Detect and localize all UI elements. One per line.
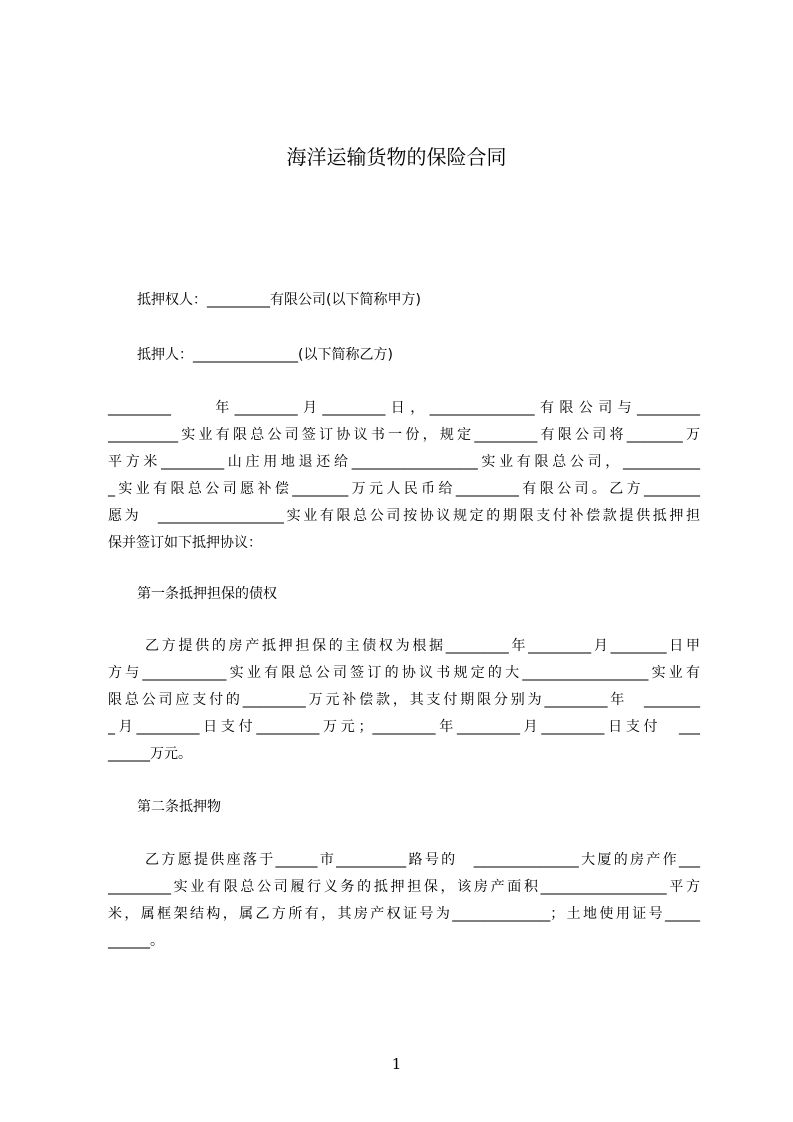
page-number: 1 (391, 1055, 402, 1073)
party-b-line: 抵押人：_______________(以下简称乙方) (137, 347, 393, 363)
article1-line: 方与____________实业有限总公司签订的协议书规定的大__________________实业有 (108, 665, 700, 681)
document-title: 海洋运输货物的保险合同 (286, 145, 507, 169)
intro-line: 愿为 __________________实业有限总公司按协议规定的期限支付补偿款提供抵押担 (108, 508, 700, 524)
article1-line: 乙方提供的房产抵押担保的主债权为根据_________年_________月________日甲 (145, 638, 700, 654)
article2-line: ______。 (108, 933, 164, 949)
article1-line: 限总公司应支付的_________万元补偿款，其支付期限分别为_________年 ________ (108, 692, 700, 708)
intro-line: __________实业有限总公司签订协议书一份，规定_________有限公司将________万 (108, 427, 700, 443)
article2-line: 乙方愿提供座落于______市__________路号的 _______________大厦的房产作___ (145, 852, 700, 868)
intro-line: _实业有限总公司愿补偿________万元人民币给_________有限公司。乙方________ (108, 481, 700, 497)
intro-line: 平方米_________山庄用地退还给__________________实业有限总公司，___________ (108, 454, 700, 470)
article1-heading: 第一条抵押担保的债权 (137, 586, 277, 602)
article1-line: ______万元。 (108, 746, 192, 762)
intro-line: _________ 年_________月_________日，_______________有限公司与_________ (108, 400, 700, 416)
article1-line: _月_________日支付_________万元；_________年_________月_________日支付 ___ (108, 719, 700, 735)
article2-line: _________实业有限总公司履行义务的抵押担保，该房产面积__________________平方 (108, 879, 700, 895)
article2-heading: 第二条抵押物 (137, 799, 221, 815)
intro-line: 保并签订如下抵押协议： (108, 535, 262, 551)
article2-line: 米，属框架结构，属乙方所有，其房产权证号为______________；土地使用证号_____ (108, 906, 700, 922)
party-a-line: 抵押权人：_________有限公司(以下简称甲方) (137, 292, 421, 308)
